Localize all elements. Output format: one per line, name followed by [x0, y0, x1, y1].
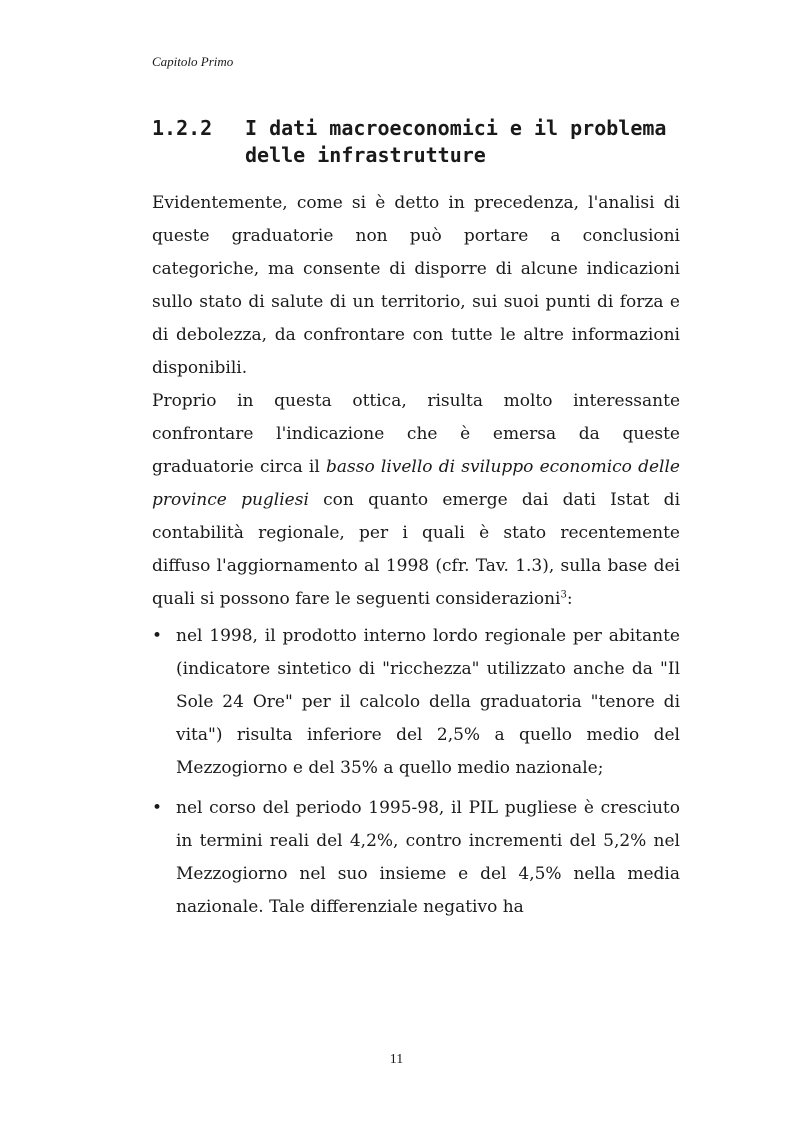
body-text: [152, 187, 680, 931]
section-heading: [152, 115, 712, 169]
bullet-icon: •: [152, 626, 163, 646]
paragraph-1: Evidentemente, come si è detto in precedenza, l'analisi di queste graduatorie non può portare a conclusioni categoriche, ma consente di disporre di alcune indicazioni sullo stato di salute di un territorio, sui suoi punti di forza e di debolezza, da confrontare con tutte le altre informazioni disponibili.: [152, 193, 680, 378]
list-item-text: nel 1998, il prodotto interno lordo regionale per abitante (indicatore sintetico di "ricchezza" utilizzato anche da "Il Sole 24 Ore" per il calcolo della graduatoria "tenore di vita") risulta inferiore del 2,5% a quello medio del Mezzogiorno e del 35% a quello medio nazionale;: [176, 626, 680, 778]
paragraph-2-emphasis: basso livello di sviluppo economico delle province pugliesi: [152, 457, 680, 510]
bullet-icon: •: [152, 798, 163, 818]
section-title: I dati macroeconomici e il problema delle infrastrutture: [245, 116, 667, 167]
page-number: 11: [389, 1052, 404, 1067]
list-item: [152, 620, 680, 785]
list-item-text: nel corso del periodo 1995-98, il PIL pugliese è cresciuto in termini reali del 4,2%, contro incrementi del 5,2% nel Mezzogiorno nel suo insieme e del 4,5% nella media nazionale. Tale differenziale negativo ha: [176, 798, 680, 917]
paragraph-2: [152, 385, 680, 616]
paragraph-2-start: Proprio in questa ottica, risulta molto interessante confrontare l'indicazione che è emersa da queste graduatorie circa il: [152, 391, 680, 477]
running-header: Capitolo Primo: [152, 54, 234, 69]
footnote-ref: 3: [560, 589, 567, 601]
section-number: 1.2.2: [152, 116, 213, 140]
paragraph-2-end: con quanto emerge dai dati Istat di contabilità regionale, per i quali è stato recentemente diffuso l'aggiornamento al 1998 (cfr. Tav. 1.3), sulla base dei quali si possono fare le seguenti considerazioni: [152, 490, 680, 609]
paragraph-2-colon: :: [566, 589, 573, 609]
list-item: [152, 792, 680, 924]
bullet-list: [152, 620, 680, 924]
